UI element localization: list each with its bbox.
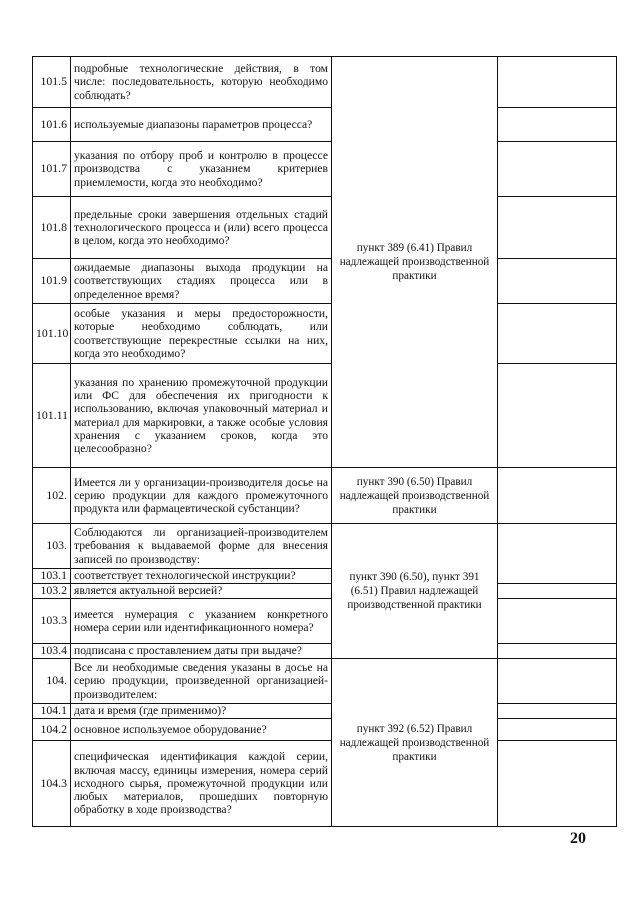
question-text: подписана с проставлением даты при выдаче? xyxy=(71,644,332,659)
answer-cell[interactable] xyxy=(498,259,617,304)
question-text: указания по отбору проб и контролю в процессе производства с указанием критериев приемлемости, когда это необходимо? xyxy=(71,142,332,197)
question-text: Имеется ли у организации-производителя досье на серию продукции для каждого промежуточного продукта или фармацевтической субстанции? xyxy=(71,468,332,524)
answer-cell[interactable] xyxy=(498,741,617,827)
question-text: используемые диапазоны параметров процесса? xyxy=(71,108,332,142)
row-number: 101.11 xyxy=(33,364,71,468)
question-text: основное используемое оборудование? xyxy=(71,719,332,741)
answer-cell[interactable] xyxy=(498,468,617,524)
row-number: 104. xyxy=(33,659,71,704)
answer-cell[interactable] xyxy=(498,719,617,741)
question-text: указания по хранению промежуточной продукции или ФС для обеспечения их пригодности к использованию, включая упаковочный материал и материал для маркировки, а также особые условия хранения с указанием сроков, когда это целесообразно? xyxy=(71,364,332,468)
row-number: 101.10 xyxy=(33,304,71,364)
table-row xyxy=(33,304,617,364)
answer-cell[interactable] xyxy=(498,524,617,584)
answer-cell[interactable] xyxy=(498,644,617,659)
reference-cell: пункт 392 (6.52) Правил надлежащей производственной практики xyxy=(332,659,498,827)
table-row xyxy=(33,659,617,704)
table-row xyxy=(33,197,617,259)
question-text: Все ли необходимые сведения указаны в досье на серию продукции, произведенной организацией-производителем: xyxy=(71,659,332,704)
row-number: 104.1 xyxy=(33,704,71,719)
question-text: имеется нумерация с указанием конкретного номера серии или идентификационного номера? xyxy=(71,599,332,644)
answer-cell[interactable] xyxy=(498,599,617,644)
checklist-table xyxy=(32,56,617,827)
reference-cell: пункт 390 (6.50), пункт 391 (6.51) Правил надлежащей производственной практики xyxy=(332,524,498,659)
row-number: 103. xyxy=(33,524,71,569)
row-number: 103.3 xyxy=(33,599,71,644)
answer-cell[interactable] xyxy=(498,197,617,259)
table-row xyxy=(33,644,617,659)
answer-cell[interactable] xyxy=(498,659,617,704)
question-text: является актуальной версией? xyxy=(71,584,332,599)
answer-cell[interactable] xyxy=(498,304,617,364)
row-number: 101.5 xyxy=(33,57,71,108)
table-row xyxy=(33,57,617,108)
answer-cell[interactable] xyxy=(498,704,617,719)
question-text: соответствует технологической инструкции? xyxy=(71,569,332,584)
question-text: предельные сроки завершения отдельных стадий технологического процесса и (или) всего процесса в целом, когда это необходимо? xyxy=(71,197,332,259)
row-number: 104.2 xyxy=(33,719,71,741)
page-number: 20 xyxy=(570,830,586,847)
row-number: 104.3 xyxy=(33,741,71,827)
answer-cell[interactable] xyxy=(498,364,617,468)
table-row xyxy=(33,259,617,304)
answer-cell[interactable] xyxy=(498,57,617,108)
row-number: 101.6 xyxy=(33,108,71,142)
row-number: 101.7 xyxy=(33,142,71,197)
question-text: ожидаемые диапазоны выхода продукции на соответствующих стадиях процесса или в определенное время? xyxy=(71,259,332,304)
row-number: 103.2 xyxy=(33,584,71,599)
row-number: 101.9 xyxy=(33,259,71,304)
question-text: Соблюдаются ли организацией-производителем требования к выдаваемой форме для внесения записей по производству: xyxy=(71,524,332,569)
question-text: дата и время (где применимо)? xyxy=(71,704,332,719)
row-number: 101.8 xyxy=(33,197,71,259)
question-text: особые указания и меры предосторожности, которые необходимо соблюдать, или соответствующие перекрестные ссылки на них, когда это необходимо? xyxy=(71,304,332,364)
question-text: подробные технологические действия, в том числе: последовательность, которую необходимо соблюдать? xyxy=(71,57,332,108)
reference-cell: пункт 389 (6.41) Правил надлежащей производственной практики xyxy=(332,57,498,468)
table-row xyxy=(33,599,617,644)
answer-cell[interactable] xyxy=(498,584,617,599)
table-row xyxy=(33,142,617,197)
row-number: 103.1 xyxy=(33,569,71,584)
table-row xyxy=(33,108,617,142)
answer-cell[interactable] xyxy=(498,108,617,142)
reference-cell: пункт 390 (6.50) Правил надлежащей производственной практики xyxy=(332,468,498,524)
question-text: специфическая идентификация каждой серии, включая массу, единицы измерения, номера серий исходного сырья, промежуточной продукции или любых материалов, прошедших повторную обработку в ходе производства? xyxy=(71,741,332,827)
row-number: 103.4 xyxy=(33,644,71,659)
table-row xyxy=(33,704,617,719)
table-row xyxy=(33,364,617,468)
table-row xyxy=(33,584,617,599)
table-row xyxy=(33,741,617,827)
table-row xyxy=(33,719,617,741)
row-number: 102. xyxy=(33,468,71,524)
answer-cell[interactable] xyxy=(498,142,617,197)
table-row xyxy=(33,468,617,524)
table-row xyxy=(33,524,617,569)
